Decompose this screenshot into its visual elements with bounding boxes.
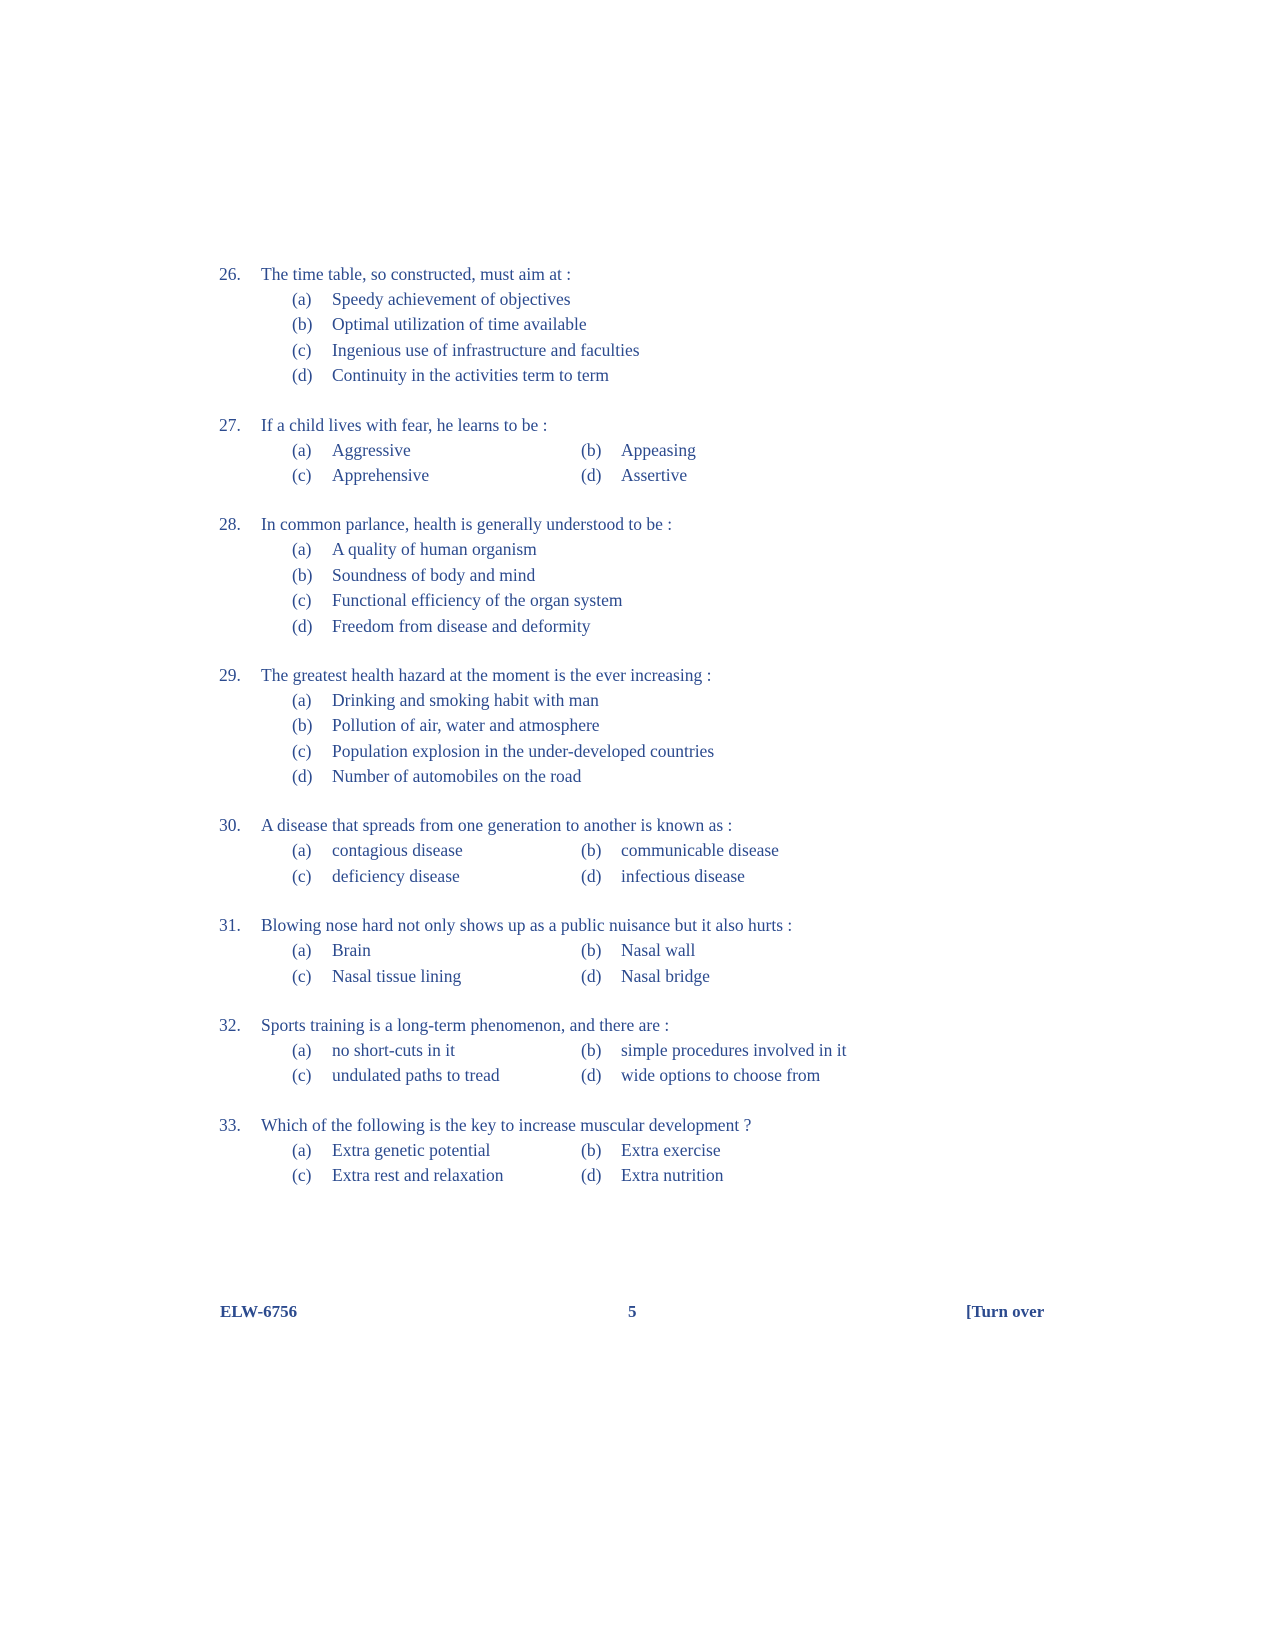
option-text: Extra nutrition xyxy=(621,1165,724,1186)
option-text: Nasal tissue lining xyxy=(332,965,462,986)
option-letter: (c) xyxy=(292,590,312,611)
question-number: 33. xyxy=(219,1114,241,1135)
option-text: wide options to choose from xyxy=(621,1065,821,1086)
answer-option xyxy=(292,537,1079,562)
answer-option xyxy=(581,964,881,989)
answer-option xyxy=(581,1138,881,1163)
option-text: Brain xyxy=(332,940,371,961)
answer-option xyxy=(292,938,581,963)
option-list xyxy=(292,838,1079,889)
option-text: Assertive xyxy=(621,464,688,485)
option-letter: (b) xyxy=(292,314,313,335)
question-block xyxy=(219,813,1079,889)
answer-option xyxy=(292,1038,581,1063)
answer-option xyxy=(581,1038,881,1063)
answer-option xyxy=(292,287,1079,312)
page-number: 5 xyxy=(628,1302,637,1321)
question-block xyxy=(219,262,1079,389)
question-stem xyxy=(219,663,1079,688)
question-stem xyxy=(219,813,1079,838)
question-block xyxy=(219,1013,1079,1089)
question-text: A disease that spreads from one generation to another is known as : xyxy=(261,815,733,836)
question-stem xyxy=(219,913,1079,938)
option-list xyxy=(292,1138,1079,1189)
answer-option xyxy=(292,363,1079,388)
answer-option xyxy=(292,463,581,488)
answer-option xyxy=(581,438,881,463)
option-letter: (a) xyxy=(292,1139,312,1160)
answer-option xyxy=(581,838,881,863)
option-letter: (b) xyxy=(581,1040,602,1061)
question-text: The greatest health hazard at the moment is the ever increasing : xyxy=(261,664,712,685)
question-number: 32. xyxy=(219,1015,241,1036)
question-number: 26. xyxy=(219,264,241,284)
question-stem xyxy=(219,262,1079,287)
option-text: Aggressive xyxy=(332,439,411,460)
option-text: Freedom from disease and deformity xyxy=(332,615,591,636)
option-list xyxy=(292,1038,1079,1089)
answer-option xyxy=(292,739,1079,764)
option-text: Population explosion in the under-developed countries xyxy=(332,740,715,761)
question-list xyxy=(219,262,1079,1213)
option-letter: (b) xyxy=(292,715,313,736)
option-letter: (a) xyxy=(292,1040,312,1061)
option-letter: (d) xyxy=(581,464,602,485)
option-text: Extra exercise xyxy=(621,1139,721,1160)
option-text: no short-cuts in it xyxy=(332,1040,455,1061)
option-text: Functional efficiency of the organ system xyxy=(332,590,623,611)
question-text: The time table, so constructed, must aim at : xyxy=(261,264,572,284)
answer-option xyxy=(292,614,1079,639)
question-block xyxy=(219,413,1079,489)
option-text: deficiency disease xyxy=(332,865,460,886)
question-text: In common parlance, health is generally understood to be : xyxy=(261,514,673,535)
option-letter: (d) xyxy=(581,1165,602,1186)
option-text: infectious disease xyxy=(621,865,745,886)
question-stem xyxy=(219,1113,1079,1138)
answer-option xyxy=(581,1163,881,1188)
answer-option xyxy=(292,338,1079,363)
question-block xyxy=(219,913,1079,989)
option-text: Apprehensive xyxy=(332,464,430,485)
option-text: Pollution of air, water and atmosphere xyxy=(332,715,600,736)
question-block xyxy=(219,663,1079,790)
answer-option xyxy=(292,864,581,889)
option-text: Optimal utilization of time available xyxy=(332,314,587,335)
answer-option xyxy=(292,438,581,463)
question-number: 28. xyxy=(219,514,241,535)
option-letter: (c) xyxy=(292,464,312,485)
option-letter: (a) xyxy=(292,439,312,460)
option-text: Extra genetic potential xyxy=(332,1139,491,1160)
answer-option xyxy=(292,1138,581,1163)
option-letter: (a) xyxy=(292,289,312,309)
option-letter: (b) xyxy=(581,439,602,460)
question-stem xyxy=(219,413,1079,438)
option-letter: (c) xyxy=(292,1065,312,1086)
option-letter: (c) xyxy=(292,740,312,761)
question-text: Blowing nose hard not only shows up as a public nuisance but it also hurts : xyxy=(261,915,793,936)
answer-option xyxy=(292,1063,581,1088)
question-block xyxy=(219,1113,1079,1189)
option-text: undulated paths to tread xyxy=(332,1065,500,1086)
option-list xyxy=(292,287,1079,389)
option-list xyxy=(292,688,1079,790)
option-text: Nasal wall xyxy=(621,940,696,961)
option-text: Speedy achievement of objectives xyxy=(332,289,571,309)
option-text: Ingenious use of infrastructure and faculties xyxy=(332,339,640,360)
paper-code: ELW-6756 xyxy=(220,1302,298,1321)
answer-option xyxy=(292,764,1079,789)
option-letter: (d) xyxy=(581,865,602,886)
option-text: Continuity in the activities term to term xyxy=(332,365,610,386)
answer-option xyxy=(581,938,881,963)
option-text: simple procedures involved in it xyxy=(621,1040,847,1061)
option-letter: (a) xyxy=(292,840,312,861)
question-text: If a child lives with fear, he learns to be : xyxy=(261,414,548,435)
question-number: 29. xyxy=(219,664,241,685)
question-text: Sports training is a long-term phenomenon, and there are : xyxy=(261,1015,670,1036)
question-text: Which of the following is the key to increase muscular development ? xyxy=(261,1114,752,1135)
option-text: Soundness of body and mind xyxy=(332,564,536,585)
option-text: communicable disease xyxy=(621,840,779,861)
option-list xyxy=(292,938,1079,989)
answer-option xyxy=(292,838,581,863)
answer-option xyxy=(292,1163,581,1188)
option-text: Appeasing xyxy=(621,439,696,460)
answer-option xyxy=(581,463,881,488)
option-letter: (c) xyxy=(292,339,312,360)
option-letter: (c) xyxy=(292,965,312,986)
answer-option xyxy=(292,588,1079,613)
option-letter: (b) xyxy=(581,940,602,961)
answer-option xyxy=(581,864,881,889)
answer-option xyxy=(292,964,581,989)
question-number: 27. xyxy=(219,414,241,435)
answer-option xyxy=(292,312,1079,337)
option-letter: (b) xyxy=(581,840,602,861)
option-letter: (d) xyxy=(292,766,313,787)
option-letter: (d) xyxy=(581,965,602,986)
option-letter: (a) xyxy=(292,689,312,710)
answer-option xyxy=(292,563,1079,588)
option-letter: (c) xyxy=(292,1165,312,1186)
option-letter: (d) xyxy=(292,365,313,386)
option-text: Nasal bridge xyxy=(621,965,710,986)
option-letter: (c) xyxy=(292,865,312,886)
answer-option xyxy=(292,713,1079,738)
option-text: contagious disease xyxy=(332,840,463,861)
question-number: 30. xyxy=(219,815,241,836)
option-list xyxy=(292,438,1079,489)
question-number: 31. xyxy=(219,915,241,936)
option-letter: (a) xyxy=(292,940,312,961)
option-text: Extra rest and relaxation xyxy=(332,1165,504,1186)
option-letter: (b) xyxy=(292,564,313,585)
question-stem xyxy=(219,1013,1079,1038)
question-stem xyxy=(219,512,1079,537)
option-text: A quality of human organism xyxy=(332,539,537,560)
turn-over-note: [Turn over xyxy=(966,1302,1045,1321)
option-list xyxy=(292,537,1079,639)
page-footer xyxy=(0,1302,1275,1326)
option-letter: (a) xyxy=(292,539,312,560)
question-block xyxy=(219,512,1079,639)
option-text: Drinking and smoking habit with man xyxy=(332,689,599,710)
option-letter: (d) xyxy=(292,615,313,636)
answer-option xyxy=(581,1063,881,1088)
option-letter: (d) xyxy=(581,1065,602,1086)
answer-option xyxy=(292,688,1079,713)
option-letter: (b) xyxy=(581,1139,602,1160)
option-text: Number of automobiles on the road xyxy=(332,766,582,787)
